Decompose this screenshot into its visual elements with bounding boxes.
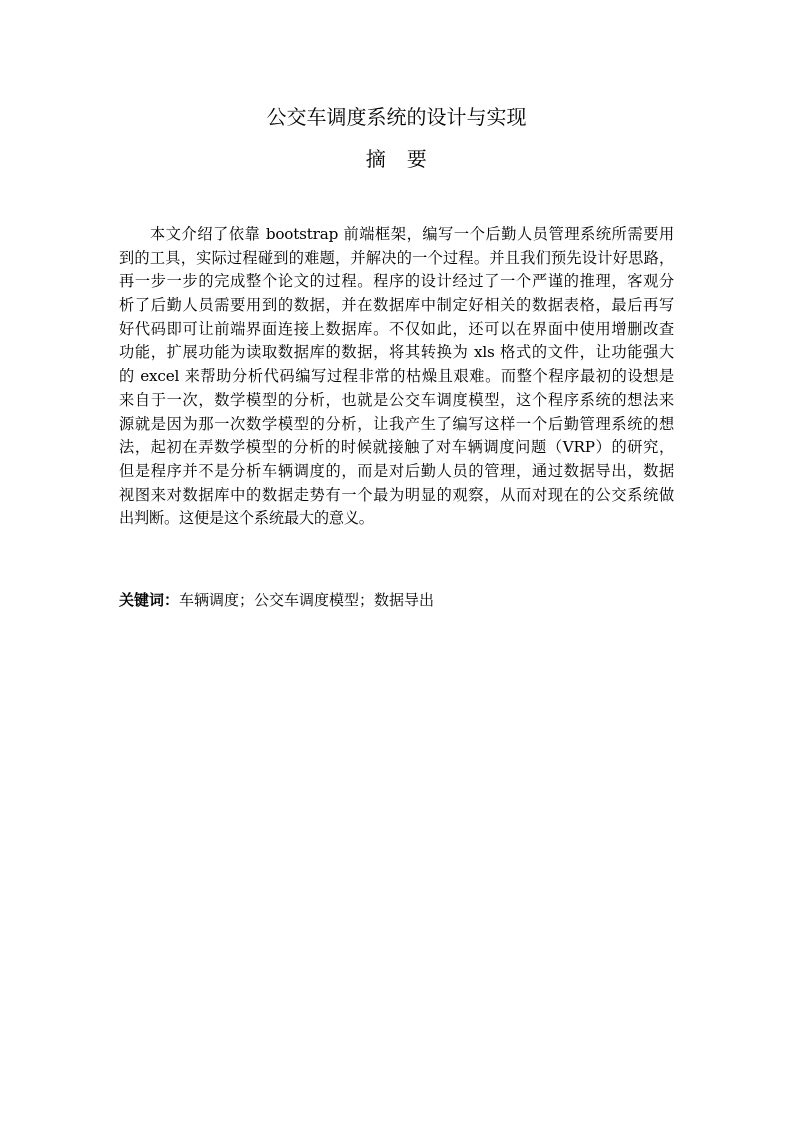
- abstract-body: [119, 223, 674, 531]
- abstract-line: 本文介绍了依靠 bootstrap 前端框架，编写一个后勤人员管理系统所需要用: [150, 225, 674, 243]
- abstract-line: 的 excel 来帮助分析代码编写过程非常的枯燥且艰难。而整个程序最初的设想是: [119, 367, 674, 386]
- keywords-text: 车辆调度；公交车调度模型；数据导出: [179, 591, 435, 609]
- document-title: 公交车调度系统的设计与实现: [266, 105, 527, 129]
- keywords-label: 关键词：: [119, 591, 180, 609]
- abstract-line: 但是程序并不是分析车辆调度的，而是对后勤人员的管理，通过数据导出，数据: [119, 461, 674, 480]
- abstract-line: 出判断。这便是这个系统最大的意义。: [119, 509, 374, 528]
- abstract-line: 到的工具，实际过程碰到的难题，并解决的一个过程。并且我们预先设计好思路，: [119, 248, 674, 267]
- abstract-line: 视图来对数据库中的数据走势有一个最为明显的观察，从而对现在的公交系统做: [119, 485, 674, 504]
- keywords-line: [119, 588, 674, 612]
- abstract-line: 法，起初在弄数学模型的分析的时候就接触了对车辆调度问题（VRP）的研究，: [119, 438, 674, 457]
- abstract-line: 析了后勤人员需要用到的数据，并在数据库中制定好相关的数据表格，最后再写: [119, 296, 674, 315]
- abstract-heading: 摘 要: [365, 147, 428, 171]
- abstract-line: 再一步一步的完成整个论文的过程。程序的设计经过了一个严谨的推理，客观分: [119, 272, 674, 291]
- abstract-line: 好代码即可让前端界面连接上数据库。不仅如此，还可以在界面中使用增删改查: [119, 319, 674, 338]
- abstract-line: 功能，扩展功能为读取数据库的数据，将其转换为 xls 格式的文件，让功能强大: [119, 343, 674, 362]
- abstract-line: 来自于一次，数学模型的分析，也就是公交车调度模型，这个程序系统的想法来: [119, 390, 674, 409]
- abstract-line: 源就是因为那一次数学模型的分析，让我产生了编写这样一个后勤管理系统的想: [119, 414, 674, 433]
